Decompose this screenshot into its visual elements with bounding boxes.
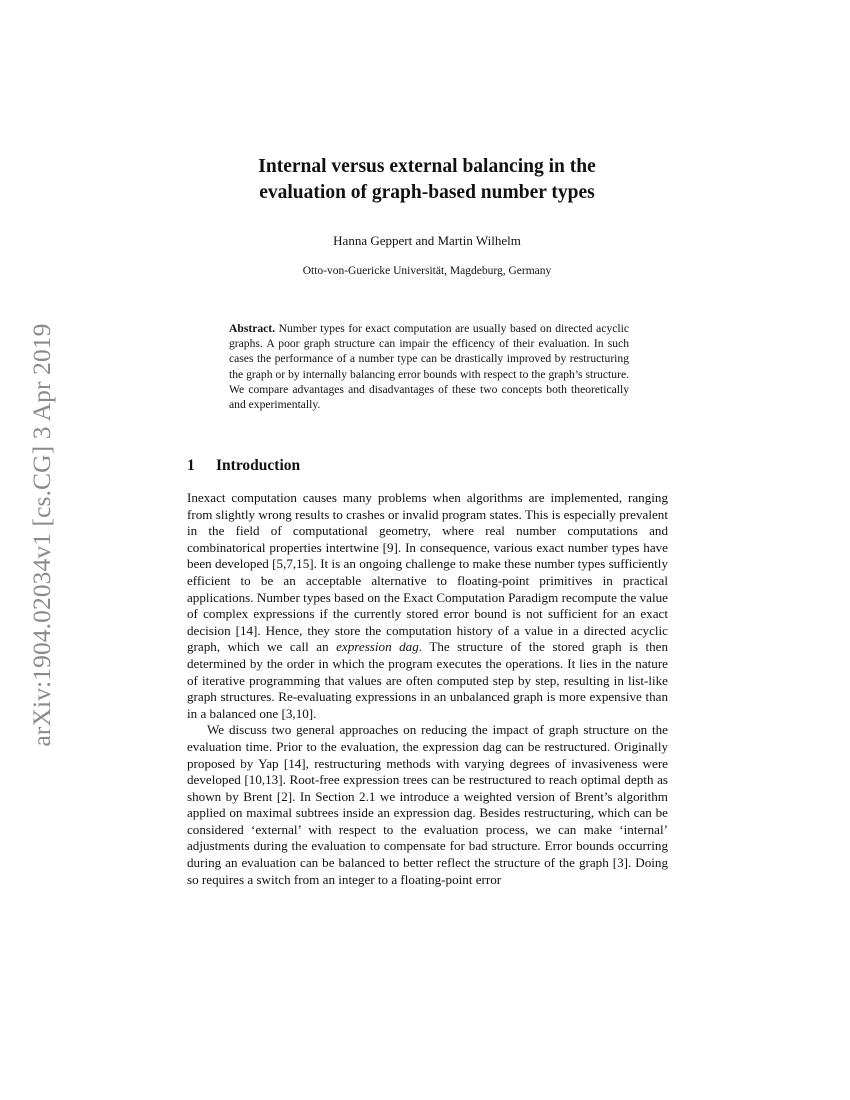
paper-title-line-2: evaluation of graph-based number types bbox=[259, 182, 595, 203]
author-affiliation: Otto-von-Guericke Universität, Magdeburg, Germany bbox=[302, 265, 552, 277]
intro-paragraph-1-emphasis: expression dag bbox=[336, 639, 419, 655]
abstract-label: Abstract. bbox=[229, 322, 276, 335]
intro-paragraph-2: We discuss two general approaches on reducing the impact of graph structure on the evaluation time. Prior to the evaluation, the expression dag can be restructured. Originally proposed by Yap [14], restructuring methods with varying degrees of invasiveness were developed [10,13]. Root-free expression trees can be restructured to reach optimal depth as shown by Brent [2]. In Section 2.1 we introduce a weighted version of Brent’s algorithm applied on maximal subtrees inside an expression dag. Besides restructuring, which can be considered ‘external’ with respect to the evaluation process, we can make ‘internal’ adjustments during the evaluation to compensate for bad structure. Error bounds occurring during an evaluation can be balanced to better reflect the structure of the graph [3]. Doing so requires a switch from an integer to a floating-point error bbox=[187, 722, 668, 887]
arxiv-identifier bbox=[18, 300, 66, 770]
section-heading-introduction bbox=[187, 457, 300, 475]
paper-title-line-1: Internal versus external balancing in the bbox=[258, 156, 596, 177]
author-list: Hanna Geppert and Martin Wilhelm bbox=[333, 233, 521, 248]
intro-paragraph-1-part-2: . The structure of the stored graph is then determined by the order in which the program executes the operations. It lies in the nature of iterative programming that values are often computed step by step, resulting in list-like graph structures. Re-evaluating expressions in an unbalanced graph is more expensive than in a balanced one [3,10]. bbox=[187, 639, 668, 721]
section-number: 1 bbox=[187, 457, 195, 474]
intro-paragraph-1-part-1: Inexact computation causes many problems when algorithms are implemented, ranging from slightly wrong results to crashes or invalid program states. This is especially prevalent in the field of computational geometry, where real number computations and combinatorical properties intertwine [9]. In consequence, various exact number types have been developed [5,7,15]. It is an ongoing challenge to make these number types sufficiently efficient to be an acceptable alternative to floating-point primitives in practical applications. Number types based on the Exact Computation Paradigm recompute the value of complex expressions if the currently stored error bound is not sufficient for an exact decision [14]. Hence, they store the computation history of a value in a directed acyclic graph, which we call an bbox=[187, 490, 668, 655]
intro-paragraph-1 bbox=[187, 490, 668, 722]
paper-title bbox=[187, 154, 667, 206]
section-title: Introduction bbox=[216, 457, 301, 474]
abstract-block bbox=[229, 321, 629, 412]
abstract-text: Number types for exact computation are usually based on directed acyclic graphs. A poor graph structure can impair the efficency of their evaluation. In such cases the performance of a number type can be drastically improved by restructuring the graph or by internally balancing error bounds with respect to the graph’s structure. We compare advantages and disadvantages of these two concepts both theoretically and experimentally. bbox=[229, 322, 630, 412]
introduction-body bbox=[187, 490, 668, 888]
arxiv-identifier-text: arXiv:1904.02034v1 [cs.CG] 3 Apr 2019 bbox=[27, 323, 56, 747]
